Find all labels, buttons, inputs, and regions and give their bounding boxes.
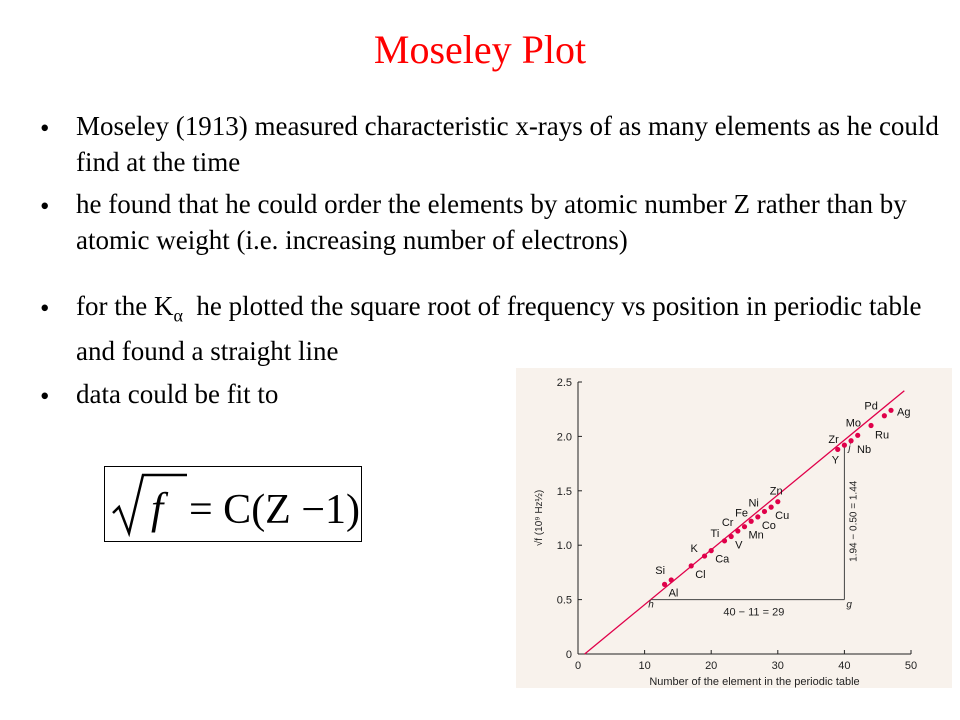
chart-svg bbox=[516, 368, 952, 688]
formula-rhs: = C(Z −1) bbox=[189, 487, 361, 533]
y-axis-label: √f (10⁹ Hz½) bbox=[534, 489, 545, 547]
data-point bbox=[735, 528, 740, 533]
vertical-leg-label: 1.94 − 0.50 = 1.44 bbox=[848, 480, 860, 562]
y-tick-label: 0.5 bbox=[556, 594, 572, 607]
x-tick-label: 0 bbox=[574, 660, 582, 672]
data-point bbox=[755, 514, 760, 519]
slide-title: Moseley Plot bbox=[373, 27, 587, 72]
bullet-marker: • bbox=[40, 113, 50, 143]
point-label: Mn bbox=[748, 529, 764, 542]
bullet-marker: • bbox=[40, 293, 50, 323]
formula-sqrt-var: f bbox=[151, 484, 164, 533]
h-label: h bbox=[648, 599, 654, 611]
x-tick-label: 10 bbox=[638, 660, 651, 672]
point-label: Zr bbox=[828, 434, 839, 447]
point-label: K bbox=[690, 543, 698, 556]
y-tick-label: 2.0 bbox=[556, 431, 572, 444]
x-tick-label: 50 bbox=[904, 660, 918, 672]
point-label: Mo bbox=[845, 417, 862, 430]
point-label: Zn bbox=[769, 485, 783, 498]
y-tick-label: 1.5 bbox=[556, 485, 572, 498]
j-label: j bbox=[848, 442, 851, 454]
bullet-3-text bbox=[76, 288, 946, 369]
data-point bbox=[762, 509, 767, 514]
data-point bbox=[749, 519, 754, 524]
y-tick-label: 1.0 bbox=[556, 540, 572, 553]
data-point bbox=[729, 534, 734, 539]
horizontal-leg-label: 40 − 11 = 29 bbox=[723, 606, 785, 619]
x-tick-label: 20 bbox=[705, 660, 718, 672]
bullet-4-text: data could be fit to bbox=[76, 379, 279, 409]
formula-box bbox=[104, 466, 362, 542]
data-point bbox=[689, 563, 694, 568]
point-label: Cr bbox=[721, 517, 734, 530]
formula-svg bbox=[105, 467, 361, 541]
point-label: Al bbox=[668, 587, 679, 600]
bullet-1-text: Moseley (1913) measured characteristic x-rays of as many elements as he could find at the time bbox=[76, 111, 939, 177]
data-point bbox=[722, 538, 727, 543]
sqrt-sign bbox=[113, 475, 187, 533]
point-label: Fe bbox=[735, 507, 749, 520]
data-point bbox=[868, 423, 873, 428]
point-label: Ca bbox=[715, 553, 730, 566]
point-label: Y bbox=[831, 454, 840, 467]
data-point bbox=[888, 408, 893, 413]
data-point bbox=[702, 553, 707, 558]
data-point bbox=[769, 505, 774, 510]
data-point bbox=[855, 433, 860, 438]
bullet-marker: • bbox=[40, 381, 50, 411]
data-point bbox=[842, 443, 847, 448]
bullet-marker: • bbox=[40, 191, 50, 221]
x-tick-label: 40 bbox=[838, 660, 851, 672]
data-point bbox=[742, 524, 747, 529]
bullet-3-prefix: for the K bbox=[76, 291, 174, 321]
bullet-3-rest: he plotted the square root of frequency vs position in periodic table and found a straight line bbox=[76, 291, 922, 367]
x-tick-label: 30 bbox=[771, 660, 784, 672]
data-point bbox=[709, 548, 714, 553]
bullet-2-text: he found that he could order the elements by atomic number Z rather than by atomic weight (i.e. increasing number of electrons) bbox=[76, 189, 907, 255]
point-label: Si bbox=[655, 565, 666, 578]
data-point bbox=[662, 582, 667, 587]
data-point bbox=[848, 438, 853, 443]
point-label: Ni bbox=[748, 497, 759, 510]
data-point bbox=[882, 413, 887, 418]
point-label: V bbox=[735, 539, 743, 552]
point-label: Ag bbox=[897, 406, 911, 419]
point-label: Nb bbox=[857, 443, 872, 456]
data-point bbox=[835, 447, 840, 452]
y-tick-label: 2.5 bbox=[556, 377, 572, 389]
bullet-3-subscript: α bbox=[173, 305, 183, 326]
y-tick-label: 0 bbox=[565, 649, 572, 661]
data-point bbox=[775, 499, 780, 504]
point-label: Ru bbox=[875, 429, 890, 442]
point-label: Co bbox=[761, 519, 776, 532]
point-label: Pd bbox=[864, 400, 878, 413]
data-point bbox=[669, 577, 674, 582]
moseley-chart bbox=[516, 368, 952, 688]
g-label: g bbox=[846, 599, 852, 611]
x-axis-label: Number of the element in the periodic table bbox=[649, 676, 860, 688]
point-label: Cl bbox=[695, 568, 706, 581]
point-label: Ti bbox=[710, 527, 720, 540]
point-label: Cu bbox=[775, 510, 790, 523]
